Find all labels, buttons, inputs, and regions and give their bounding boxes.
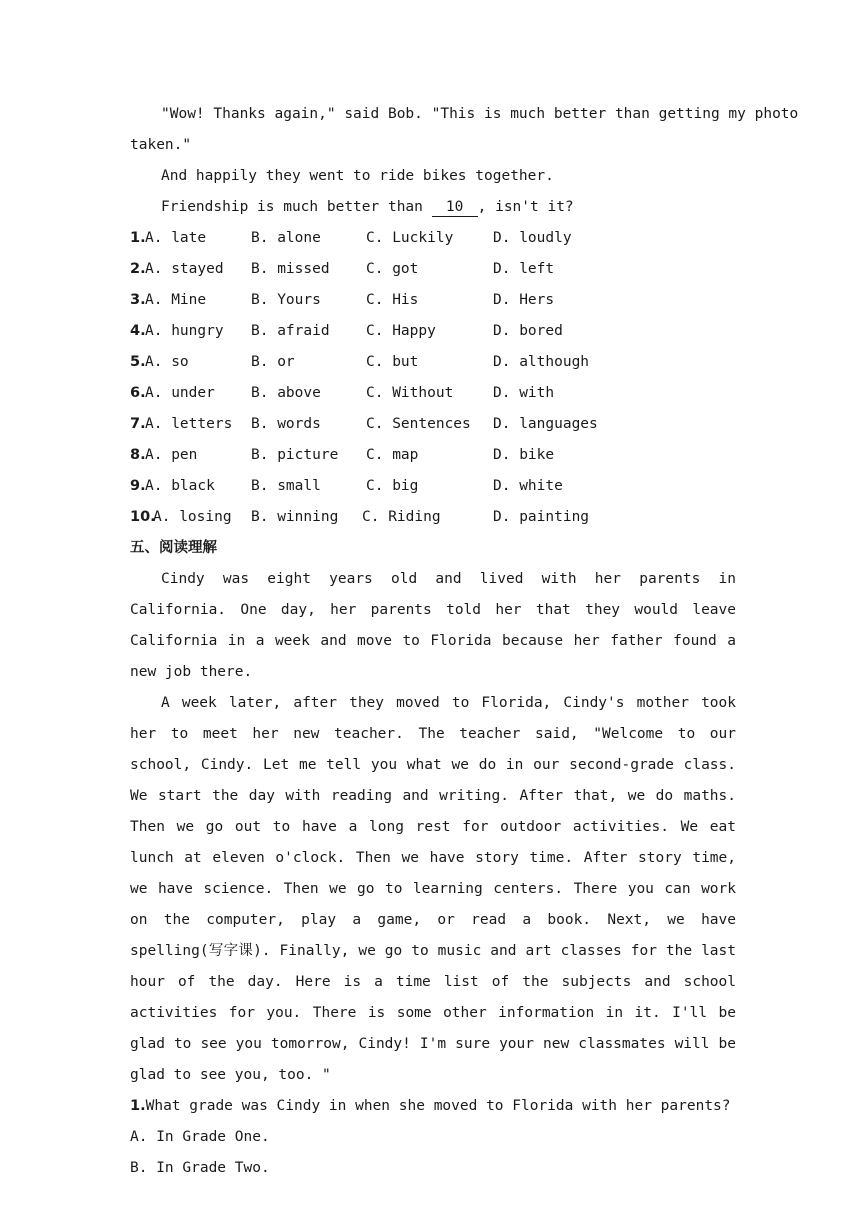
option-row bbox=[130, 254, 736, 285]
option-number: 8. bbox=[130, 447, 146, 463]
option-number: 3. bbox=[130, 292, 146, 308]
option-a: A. late bbox=[145, 230, 207, 246]
option-number: 5. bbox=[130, 354, 146, 370]
passage-paragraph: Cindy was eight years old and lived with her parents in California. One day, her parents told her that they would leave California in a week and move to Florida because her father found a new job there. bbox=[130, 571, 736, 680]
option-d: D. although bbox=[493, 354, 590, 370]
option-number: 2. bbox=[130, 261, 146, 277]
option-number: 10. bbox=[130, 509, 156, 525]
option-row bbox=[130, 409, 736, 440]
option-b: B. picture bbox=[251, 447, 339, 463]
option-a: A. letters bbox=[145, 416, 233, 432]
option-b: B. or bbox=[251, 354, 295, 370]
option-row bbox=[130, 378, 736, 409]
option-d: D. loudly bbox=[493, 230, 572, 246]
option-b: B. winning bbox=[251, 509, 339, 525]
option-c: C. Sentences bbox=[366, 416, 471, 432]
answer-blank: 10 bbox=[432, 198, 478, 217]
option-c: C. got bbox=[366, 261, 419, 277]
option-number: 6. bbox=[130, 385, 146, 401]
passage-paragraph: A week later, after they moved to Florida, Cindy's mother took her to meet her new teacher. The teacher said, "Welcome to our school, Cindy. Let me tell you what we do in our second-grade class. We start the day with reading and writing. After that, we do maths. Then we go out to have a long rest for outdoor activities. We eat lunch at eleven o'clock. Then we have story time. After story time, we have science. Then we go to learning centers. There you can work on the computer, play a game, or read a book. Next, we have spelling(写字课). Finally, we go to music and art classes for the last hour of the day. Here is a time list of the subjects and school activities for you. There is some other information in it. I'll be glad to see you tomorrow, Cindy! I'm sure your new classmates will be glad to see you, too. " bbox=[130, 695, 736, 1083]
document-page bbox=[130, 99, 799, 1184]
option-row bbox=[130, 316, 736, 347]
cloze-options-list bbox=[130, 223, 736, 533]
option-d: D. Hers bbox=[493, 292, 555, 308]
story-text: , isn't it? bbox=[477, 199, 574, 215]
option-d: D. languages bbox=[493, 416, 598, 432]
option-c: C. Without bbox=[366, 385, 454, 401]
story-line: "Wow! Thanks again," said Bob. "This is much better than getting my photo bbox=[161, 106, 799, 122]
option-row bbox=[130, 440, 736, 471]
option-a: A. stayed bbox=[145, 261, 224, 277]
option-d: D. with bbox=[493, 385, 555, 401]
option-a: A. black bbox=[145, 478, 215, 494]
option-d: D. painting bbox=[493, 509, 590, 525]
option-number: 1. bbox=[130, 230, 146, 246]
option-d: D. bike bbox=[493, 447, 555, 463]
option-d: D. white bbox=[493, 478, 563, 494]
section-title: 五、阅读理解 bbox=[130, 540, 217, 556]
option-a: A. pen bbox=[145, 447, 198, 463]
option-b: B. small bbox=[251, 478, 321, 494]
question-option-b: B. In Grade Two. bbox=[130, 1160, 270, 1176]
option-b: B. missed bbox=[251, 261, 330, 277]
option-number: 4. bbox=[130, 323, 146, 339]
option-b: B. Yours bbox=[251, 292, 321, 308]
question-option-a: A. In Grade One. bbox=[130, 1129, 270, 1145]
option-row bbox=[130, 285, 736, 316]
option-c: C. map bbox=[366, 447, 419, 463]
option-c: C. Riding bbox=[362, 509, 441, 525]
option-b: B. words bbox=[251, 416, 321, 432]
option-number: 7. bbox=[130, 416, 146, 432]
option-c: C. but bbox=[366, 354, 419, 370]
option-c: C. big bbox=[366, 478, 419, 494]
option-row bbox=[130, 347, 736, 378]
option-c: C. Happy bbox=[366, 323, 436, 339]
story-line: taken." bbox=[130, 137, 192, 153]
story-text: Friendship is much better than bbox=[161, 199, 432, 215]
option-a: A. losing bbox=[153, 509, 232, 525]
option-a: A. under bbox=[145, 385, 215, 401]
option-number: 9. bbox=[130, 478, 146, 494]
option-a: A. hungry bbox=[145, 323, 224, 339]
option-b: B. alone bbox=[251, 230, 321, 246]
option-row bbox=[130, 223, 736, 254]
option-c: C. His bbox=[366, 292, 419, 308]
option-b: B. above bbox=[251, 385, 321, 401]
option-a: A. so bbox=[145, 354, 189, 370]
question-1 bbox=[130, 1091, 736, 1122]
story-line: And happily they went to ride bikes together. bbox=[161, 168, 554, 184]
story-last-line bbox=[130, 192, 736, 223]
option-d: D. bored bbox=[493, 323, 563, 339]
option-a: A. Mine bbox=[145, 292, 207, 308]
option-d: D. left bbox=[493, 261, 555, 277]
question-text: What grade was Cindy in when she moved to Florida with her parents? bbox=[145, 1098, 731, 1114]
option-c: C. Luckily bbox=[366, 230, 454, 246]
option-b: B. afraid bbox=[251, 323, 330, 339]
option-row bbox=[130, 502, 736, 533]
option-row bbox=[130, 471, 736, 502]
question-number: 1. bbox=[130, 1098, 146, 1114]
